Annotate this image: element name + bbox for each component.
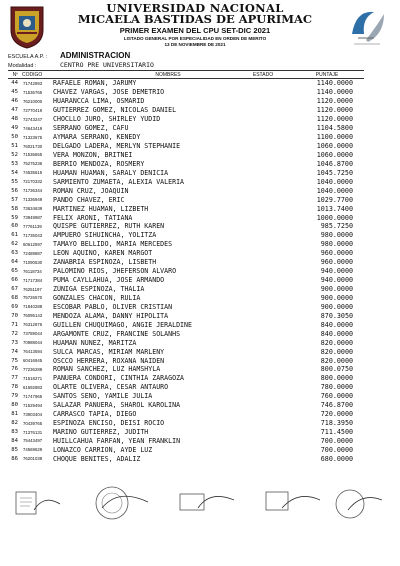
row-code: 71735043 [23,232,43,238]
row-name: ZÚÑIGA ESPINOZA, THALIA [53,285,145,294]
row-name: HUAMAN NUÑEZ, MARITZA [53,338,137,347]
row-number: 52 [11,151,18,158]
table-row [8,231,364,240]
row-number: 80 [11,402,18,409]
row-code: 72170332 [23,179,43,185]
row-score: 1000.0000 [316,213,353,222]
row-name: HUAMAN HUAMAN, SARALY DENICIA [53,168,169,177]
table-row [8,311,364,320]
row-code: 74569629 [23,447,43,453]
row-number: 51 [11,143,18,150]
row-number: 49 [11,125,18,132]
row-code: 76413594 [23,349,43,355]
row-name: TAMAYO BELLIDO, MARIA MERCEDES [53,240,173,249]
row-name: PANUERA CONDORI, CINTHIA ZARAGOZA [53,374,185,383]
row-score: 960.0000 [320,249,353,258]
header-score: PUNTAJE [315,71,339,78]
table-row [8,213,364,222]
row-number: 70 [11,312,18,319]
university-name: MICAELA BASTIDAS DE APURIMAC [77,12,313,26]
row-score: 746.8700 [320,401,353,410]
row-number: 77 [11,375,18,382]
row-code: 71090530 [23,259,43,265]
row-number: 57 [11,196,18,203]
row-score: 980.0000 [320,231,353,240]
modality-label: Modalidad : [8,63,37,69]
row-code: 71529494 [23,402,43,408]
header-name: NOMBRES [155,71,181,78]
row-name: ESPINOZA ENCISO, DEISI ROCIO [53,419,165,428]
row-number: 67 [11,286,18,293]
row-code: 71717384 [23,277,43,283]
row-name: GUTIERREZ GOMEZ, NICOLAS DANIEL [53,106,177,115]
row-name: HUARANCCA LIMA, OSMARID [53,97,145,106]
table-row [8,365,364,374]
table-row [8,88,364,97]
row-code: 76201038 [23,456,43,462]
row-number: 71 [11,321,18,328]
row-code: 71376131 [23,429,43,435]
table-row [8,383,364,392]
school-label: ESCUELA A.P. : [8,54,48,60]
table-row [8,285,364,294]
row-score: 900.0000 [320,293,353,302]
row-name: LEON AQUINO, KAREN MARGOT [53,249,153,258]
row-name: CARRASCO TAPIA, DIEGO [53,410,137,419]
row-code: 71736344 [23,188,43,194]
row-name: HUILLCAHUA FARFAN, YEAN FRANKLIN [53,436,181,445]
row-number: 48 [11,116,18,123]
row-number: 79 [11,393,18,400]
document-meta [8,52,154,70]
row-code: 71747965 [23,393,43,399]
seal-stamp-4 [262,486,322,520]
table-row [8,249,364,258]
row-name: MARTINEZ HUAMAN, LIZBETH [53,204,149,213]
row-code: 70988044 [23,340,43,346]
row-name: PUMA CAYLLAHUA, JOSE ARMANDO [53,276,165,285]
row-number: 75 [11,357,18,364]
row-code: 77236289 [23,366,43,372]
row-score: 1100.0000 [316,133,353,142]
table-row [8,294,364,303]
row-code: 76312876 [23,322,43,328]
row-code: 76118734 [23,268,42,274]
row-number: 78 [11,384,18,391]
row-score: 720.0000 [320,410,353,419]
row-score: 980.0000 [320,240,353,249]
table-row [8,133,364,142]
row-code: 76251197 [23,286,42,292]
row-name: GONZALES CHACON, RULIA [53,293,141,302]
row-number: 50 [11,134,18,141]
row-code: 71536655 [23,152,43,158]
seal-stamp-1 [14,488,62,520]
row-name: PANDO CHAVEZ, ERIC [53,195,125,204]
row-number: 44 [11,80,18,87]
row-number: 73 [11,339,18,346]
row-score: 1104.5800 [316,124,353,133]
table-row [8,204,364,213]
row-score: 780.0000 [320,383,353,392]
table-row [8,410,364,419]
row-code: 73789044 [23,331,43,337]
table-row [8,401,364,410]
row-score: 1140.0000 [316,88,353,97]
row-name: AYMARA SERRANO, KENEDY [53,133,141,142]
row-score: 820.0000 [320,338,353,347]
table-row [8,195,364,204]
table-row [8,258,364,267]
row-code: 71840288 [23,304,43,310]
university-crest-logo [8,4,46,50]
row-score: 760.0000 [320,392,353,401]
row-score: 900.0000 [320,285,353,294]
row-score: 700.0000 [320,436,353,445]
row-name: CHOQUE BENITES, ADALIZ [53,454,141,463]
row-number: 58 [11,205,18,212]
row-score: 1060.0000 [316,150,353,159]
row-score: 820.0000 [320,347,353,356]
table-row [8,320,364,329]
row-number: 60 [11,223,18,230]
row-name: SERRANO GOMEZ, CAFU [53,124,129,133]
row-name: OSCCO HERRERA, ROXANA NAIDEN [53,356,165,365]
row-name: SARMIENTO ZUMAETA, ALEXIA VALERIA [53,177,185,186]
table-row [8,356,364,365]
seal-stamp-5 [332,488,384,520]
table-row [8,454,364,463]
table-row [8,329,364,338]
table-row [8,168,364,177]
table-row [8,222,364,231]
row-name: RAFAELE ROMAN, JARUMY [53,79,137,88]
row-score: 1120.0000 [316,106,353,115]
row-code: 60416945 [23,358,43,364]
row-code: 73903404 [23,411,43,417]
table-row [8,106,364,115]
row-number: 61 [11,232,18,239]
row-name: DELGADO LADERA, MERLYN STEPHANIE [53,142,181,151]
table-row [8,159,364,168]
row-name: LONAZCO CARRION, AYDE LUZ [53,445,153,454]
row-code: 71536765 [23,89,43,95]
row-number: 62 [11,241,18,248]
row-name: SALAZAR PANUERA, SHAROL KAROLINA [53,401,181,410]
row-name: AMPUERO SIHUINCHA, YOLITZA [53,231,157,240]
row-number: 72 [11,330,18,337]
row-score: 1045.7250 [316,168,353,177]
table-row [8,276,364,285]
seal-stamp-3 [176,488,236,520]
row-name: ROMAN SANCHEZ, LUZ HAMSHYLA [53,365,161,374]
row-score: 1029.7700 [316,195,353,204]
row-name: FELIX ARONI, TATIANA [53,213,133,222]
row-code: 75443497 [23,438,43,444]
row-score: 800.0000 [320,374,353,383]
row-code: 75275236 [23,161,43,167]
row-name: MARIÑO GUTIERREZ, JUDITH [53,428,149,437]
row-code: 61692883 [23,384,43,390]
row-score: 985.7250 [320,222,353,231]
row-code: 74535615 [23,170,43,176]
row-name: SANTOS SEÑO, YAMILE JULIA [53,392,153,401]
row-score: 800.0750 [320,365,353,374]
row-number: 56 [11,187,18,194]
row-code: 72489887 [23,250,43,256]
exam-title: PRIMER EXAMEN DEL CPU SET-DIC 2021 [119,26,271,35]
row-number: 53 [11,160,18,167]
row-score: 820.0000 [320,356,353,365]
exam-date: 13 DE NOVIEMBRE DE 2021 [164,42,226,47]
row-score: 1040.0000 [316,177,353,186]
row-score: 680.0000 [320,454,353,463]
row-score: 718.3950 [320,419,353,428]
row-number: 66 [11,277,18,284]
row-score: 700.0000 [320,445,353,454]
table-row [8,374,364,383]
row-code: 76095143 [23,313,43,319]
row-name: ZANABRIA ESPINOZA, LISBETH [53,258,157,267]
row-name: QUISPE GUTIERREZ, RUTH KAREN [53,222,165,231]
row-number: 69 [11,303,18,310]
row-number: 76 [11,366,18,373]
row-number: 82 [11,420,18,427]
row-score: 711.4500 [320,428,353,437]
row-code: 76021730 [23,143,43,149]
table-row [8,115,364,124]
row-score: 1120.0000 [316,97,353,106]
table-row [8,437,364,446]
signature-seals [0,484,400,524]
row-name: ESCOBAR PABLO, OLIVER CRISTIAN [53,302,173,311]
row-score: 1060.0000 [316,142,353,151]
row-score: 840.0000 [320,329,353,338]
row-score: 1046.8700 [316,159,353,168]
row-number: 85 [11,446,18,453]
row-score: 960.0000 [320,258,353,267]
header-state: ESTADO [252,71,274,78]
row-number: 64 [11,259,18,266]
row-score: 1140.0000 [316,79,353,88]
row-name: CHAVEZ VARGAS, JOSE DEMETRIO [53,88,165,97]
row-number: 45 [11,89,18,96]
row-name: GUILLEN CHUQUIMAGO, ANGIE JERALDINE [53,320,192,329]
table-row [8,392,364,401]
row-code: 72770419 [23,107,43,113]
row-name: OLARTE OLIVERA, CESAR ANTAURO [53,383,169,392]
row-number: 84 [11,437,18,444]
row-name: ROMÁN CRUZ, JOAQUÍN [53,186,129,195]
row-code: 71336949 [23,197,43,203]
row-score: 1013.7400 [316,204,353,213]
row-code: 77761139 [23,223,42,229]
header-code: CODIGO [22,71,43,78]
row-name: PALOMINO RIOS, JHEFERSON ALVARO [53,267,177,276]
row-number: 86 [11,455,18,462]
modality-value: CENTRO PRE UNIVERSITARIO [60,61,154,69]
table-row [8,124,364,133]
row-name: BERRIO MENDOZA, ROSMERY [53,159,145,168]
row-score: 840.0000 [320,320,353,329]
table-row [8,177,364,186]
row-code: 74643419 [23,125,43,131]
table-row [8,419,364,428]
row-score: 1120.0000 [316,115,353,124]
row-number: 83 [11,429,18,436]
row-number: 59 [11,214,18,221]
school-value: ADMINISTRACION [60,51,131,60]
table-row [8,302,364,311]
university-title: UNIVERSIDAD NACIONAL [106,1,284,15]
table-row [8,267,364,276]
row-code: 70439765 [23,420,43,426]
table-row [8,142,364,151]
row-number: 55 [11,178,18,185]
row-number: 68 [11,294,18,301]
row-number: 81 [11,411,18,418]
row-code: 73949987 [23,215,43,221]
list-title: LISTADO GENERAL POR ESPECIALIDAD EN ORDEN DE MERITO [123,36,267,41]
table-body [8,79,364,463]
row-code: 72743247 [23,116,43,122]
row-number: 47 [11,107,18,114]
table-row [8,240,364,249]
table-row [8,428,364,437]
row-name: MENDOZA ALAMA, DANNY HIPOLITA [53,311,169,320]
row-score: 870.3050 [320,311,353,320]
row-code: 60612597 [23,241,43,247]
header-num: Nº [12,71,18,78]
row-score: 900.0000 [320,302,353,311]
table-row [8,445,364,454]
row-name: ARGAMONTE CRUZ, FRANCINE SOLANHS [53,329,181,338]
seal-stamp-2 [92,484,152,522]
row-number: 54 [11,169,18,176]
row-score: 1040.0000 [316,186,353,195]
cpu-logo [344,4,390,50]
row-name: CHOCLLO JURO, SHIRLEY YUDID [53,115,161,124]
table-row [8,151,364,160]
row-code: 71323675 [23,134,43,140]
row-code: 71518271 [23,375,43,381]
table-row [8,347,364,356]
table-row [8,97,364,106]
row-code: 73634639 [23,206,43,212]
row-code: 71742893 [23,80,43,86]
row-number: 63 [11,250,18,257]
ranking-table [8,70,364,463]
document-header [50,3,340,48]
table-row [8,338,364,347]
row-code: 76210000 [23,98,43,104]
table-header [8,70,364,79]
row-name: VERA MONZON, BRITNEI [53,150,133,159]
table-row [8,79,364,88]
row-code: 75726570 [23,295,43,301]
table-row [8,186,364,195]
row-score: 940.0000 [320,267,353,276]
row-number: 65 [11,268,18,275]
row-name: SULCA MARCAS, MIRIAM MARLENY [53,347,165,356]
row-number: 74 [11,348,18,355]
row-number: 46 [11,98,18,105]
row-score: 940.0000 [320,276,353,285]
